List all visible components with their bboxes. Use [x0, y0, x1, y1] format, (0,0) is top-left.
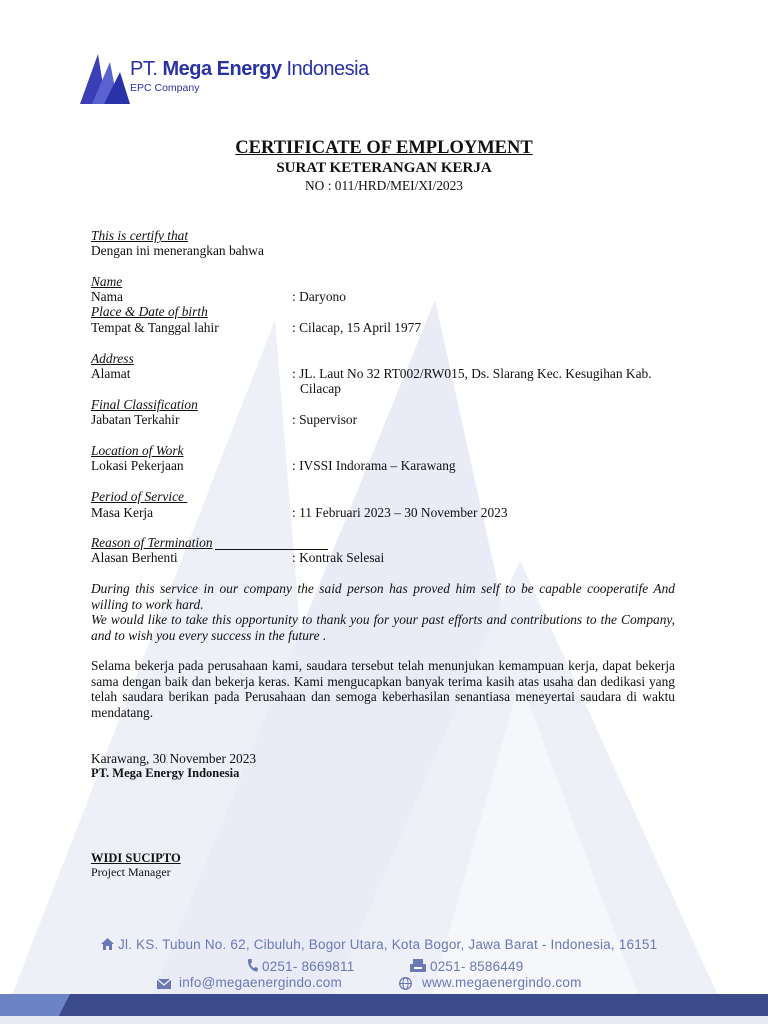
field-label-id: Alasan Berhenti: [91, 550, 178, 565]
intro-id: Dengan ini menerangkan bahwa: [91, 243, 264, 258]
footer-website[interactable]: www.megaenergindo.com: [422, 975, 582, 990]
footer-bar-dark: [58, 994, 768, 1016]
signatory-position: Project Manager: [91, 865, 171, 879]
footer-email[interactable]: info@megaenergindo.com: [179, 975, 342, 990]
field-label-en: Address: [91, 351, 134, 366]
globe-icon: [399, 977, 412, 990]
signature-place-date: Karawang, 30 November 2023: [91, 751, 257, 766]
footer-bar-light: [0, 994, 70, 1016]
field-label-id: Tempat & Tanggal lahir: [91, 320, 219, 335]
certificate-title: CERTIFICATE OF EMPLOYMENT: [235, 138, 533, 158]
certificate-number: NO : 011/HRD/MEI/XI/2023: [305, 178, 463, 193]
field-value: : IVSSI Indorama – Karawang: [292, 458, 456, 473]
logo-company-name: PT. Mega Energy Indonesia: [130, 58, 369, 80]
body-paragraph-en-1: During this service in our company the said person has proved him self to be capable cooperatife And willing to work hard.: [91, 581, 675, 612]
signature-company: PT. Mega Energy Indonesia: [91, 766, 240, 780]
footer-phone: 0251- 8669811: [262, 959, 355, 974]
field-label-id: Jabatan Terkahir: [91, 412, 180, 427]
field-label-id: Alamat: [91, 366, 131, 381]
field-label-en: Reason of Termination: [91, 535, 213, 550]
field-value: : Kontrak Selesai: [292, 550, 385, 565]
field-label-en: Period of Service: [91, 489, 188, 504]
fax-icon: [410, 959, 426, 972]
field-label-id: Nama: [91, 289, 123, 304]
field-value: : Supervisor: [292, 412, 358, 427]
field-label-en: Final Classification: [91, 397, 198, 412]
footer-fax: 0251- 8586449: [430, 959, 524, 974]
footer-bar-strip: [0, 1016, 768, 1024]
field-label-id: Masa Kerja: [91, 505, 154, 520]
phone-icon: [247, 959, 258, 972]
intro-en: This is certify that: [91, 228, 189, 243]
body-paragraph-id: Selama bekerja pada perusahaan kami, saudara tersebut telah menunjukan kemampuan kerja, dapat bekerja sama dengan baik dan bekerja keras. Kami mengucapkan banyak terima kasih atas usaha dan dedikasi yang telah saudara berikan pada Perusahaan dan semoga keberhasilan senantiasa meneyertai saudara di waktu mendatang.: [91, 658, 675, 721]
home-icon: [101, 938, 114, 950]
certificate-subtitle: SURAT KETERANGAN KERJA: [276, 160, 492, 176]
email-icon: [157, 979, 171, 989]
field-label-en: Location of Work: [91, 443, 184, 458]
field-label-id: Lokasi Pekerjaan: [91, 458, 184, 473]
field-value: : JL. Laut No 32 RT002/RW015, Ds. Slarang Kec. Kesugihan Kab.: [292, 366, 652, 381]
field-value: : Daryono: [292, 289, 346, 304]
field-label-en: Place & Date of birth: [91, 304, 208, 319]
field-value: : Cilacap, 15 April 1977: [292, 320, 422, 335]
footer-address: Jl. KS. Tubun No. 62, Cibuluh, Bogor Utara, Kota Bogor, Jawa Barat - Indonesia, 16151: [118, 937, 658, 952]
body-paragraph-en-2: We would like to take this opportunity to thank you for your past efforts and contributions to the Company, and to wish you every success in the future .: [91, 612, 675, 643]
field-label-en: Name: [91, 274, 123, 289]
logo-tagline: EPC Company: [130, 82, 200, 94]
field-value: : 11 Februari 2023 – 30 November 2023: [292, 505, 508, 520]
field-value-line2: Cilacap: [300, 381, 341, 396]
signatory-name: WIDI SUCIPTO: [91, 851, 181, 865]
